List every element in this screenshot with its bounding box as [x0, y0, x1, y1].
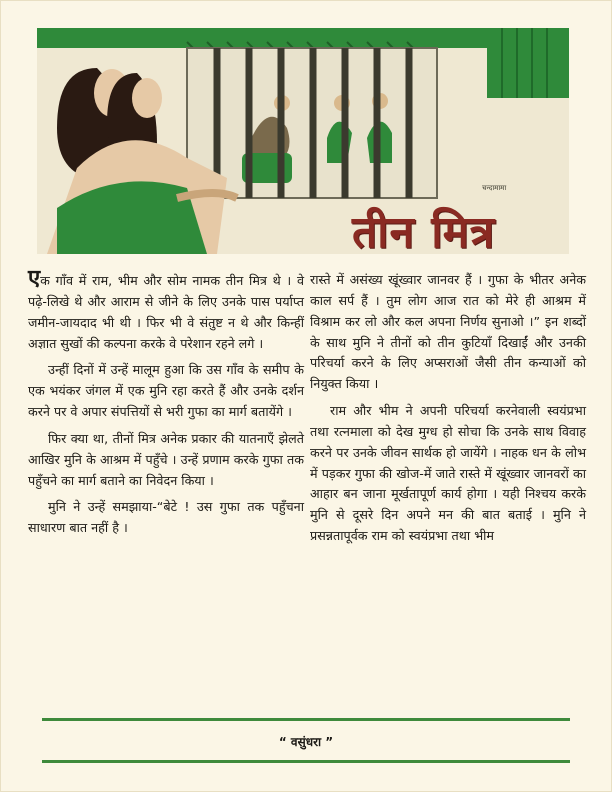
paragraph: मुनि ने उन्हें समझाया-“बेटे ! उस गुफा तक पहुँचना साधारण बात नहीं है ।: [28, 499, 304, 536]
footer-rule-bottom: [42, 760, 570, 763]
paragraph: रास्ते में असंख्य खूंख्वार जानवर हैं । गुफा के भीतर अनेक काल सर्प हैं । तुम लोग आज रात को मेरे ही आश्रम में विश्राम कर लो और कल अपना निर्णय सुनाओ ।” इन शब्दों के साथ मुनि ने तीनों को तीन कुटियाँ दिखाईं और उनकी परिचर्या करने के लिए अप्सराओं जैसी तीन कन्याओं को नियुक्त किया ।: [310, 272, 586, 392]
paragraph: एक गाँव में राम, भीम और सोम नामक तीन मित्र थे । वे पढ़े-लिखे थे और आराम से जीने के लिए उनके पास पर्याप्त जमीन-जायदाद भी थी । फिर भी वे संतुष्ट न थे और किन्हीं अज्ञात सुखों की कल्पना करके वे परेशान रहने लगे ।: [28, 266, 304, 351]
artist-signature: चन्दामामा: [482, 184, 507, 192]
paragraph: फिर क्या था, तीनों मित्र अनेक प्रकार की यातनाएँ झेलते आखिर मुनि के आश्रम में पहुँचे । उन्हें प्रणाम करके गुफा तक पहुँचने का मार्ग बताने का निवेदन किया ।: [28, 430, 304, 488]
right-column: [310, 270, 586, 553]
page-footer: “ वसुंधरा ”: [278, 735, 334, 749]
window-bars: [217, 48, 409, 198]
paragraph: राम और भीम ने अपनी परिचर्या करनेवाली स्वयंप्रभा तथा रत्नमाला को देख मुग्ध हो सोचा कि उनके साथ विवाह करने पर उनके जीवन सार्थक हो जायेंगे । नाहक धन के लोभ में पड़कर गुफा की खोज-में जाते रास्ते में खूंख्वार जानवरों का आहार बन जाना मूर्खतापूर्ण कार्य होगा । यही निश्चय करके मुनि से दूसरे दिन अपने मन की बात बताई । मुनि ने प्रसन्नतापूर्वक राम को स्वयंप्रभा तथा भीम: [310, 403, 586, 544]
story-title: तीन मित्र: [352, 207, 496, 258]
paragraph: उन्हीं दिनों में उन्हें मालूम हुआ कि उस गाँव के समीप के एक भयंकर जंगल में एक मुनि रहा करते हैं और उनके दर्शन करने पर वे अपार संपत्तियों से भरी गुफा का मार्ग बतायेंगे ।: [28, 362, 304, 420]
drop-cap: ए: [28, 266, 41, 291]
curtain: [487, 28, 569, 98]
left-column: [28, 266, 304, 545]
footer-rule-top: [42, 718, 570, 721]
